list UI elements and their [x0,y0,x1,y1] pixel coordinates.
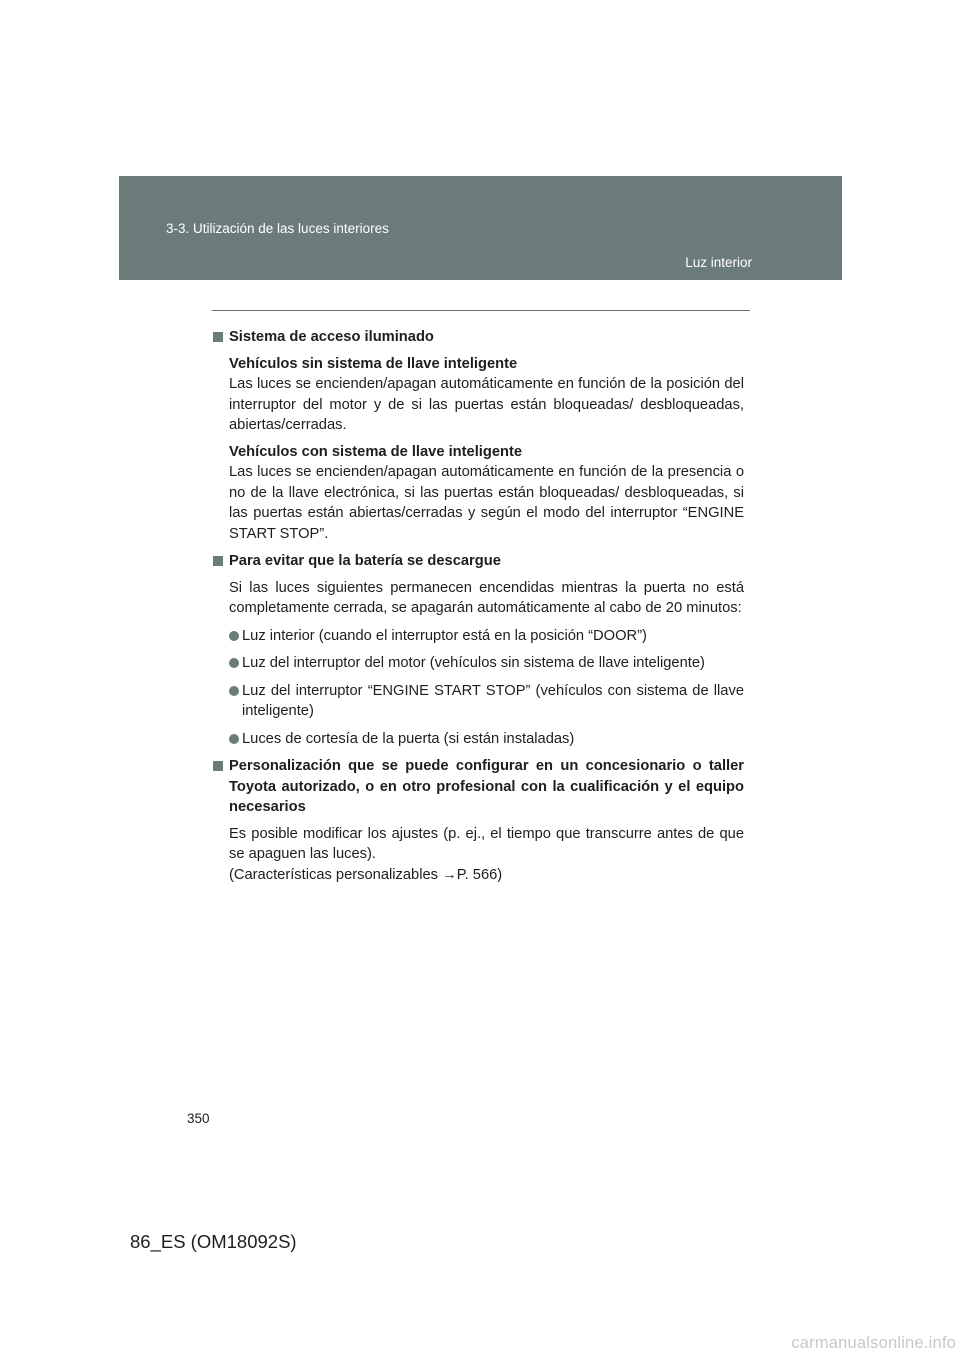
square-bullet-icon [213,556,223,566]
section-title: 3-3. Utilización de las luces interiores [166,221,389,236]
list-item-text: Luz del interruptor “ENGINE START STOP” (vehículos con sistema de llave inteligente) [242,682,744,719]
list-item [229,729,744,750]
page-reference: (Características personalizables →P. 566) [229,866,503,883]
header-divider [212,310,750,311]
watermark: carmanualsonline.info [791,1334,956,1352]
subsection-text: Las luces se encienden/apagan automáticamente en función de la presencia o no de la llave electrónica, si las puertas están bloqueadas/ desbloqueadas, si las puertas están abiertas/cerradas y según el modo del interruptor “ENGINE START STOP”. [229,464,744,542]
subsection-without-smart-key [229,354,744,436]
list-item-text: Luz interior (cuando el interruptor está en la posición “DOOR”) [242,627,647,644]
subsection-text: Las luces se encienden/apagan automáticamente en función de la posición del interruptor del motor y de si las puertas están bloqueadas/ desbloqueadas, abiertas/cerradas. [229,376,744,433]
topic-intro: Si las luces siguientes permanecen encendidas mientras la puerta no está completamente cerrada, se apagarán automáticamente al cabo de 20 minutos: [229,579,744,616]
list-item [229,681,744,722]
topic-intro: Es posible modificar los ajustes (p. ej., el tiempo que transcurre antes de que se apaguen las luces). [229,825,744,862]
subsection-with-smart-key [229,442,744,545]
topic-illuminated-entry [212,327,744,544]
topic-battery-saver [212,551,744,749]
topic-heading: Sistema de acceso iluminado [229,329,434,345]
chapter-title: Luz interior [685,255,752,270]
subsection-heading: Vehículos sin sistema de llave inteligente [229,355,518,372]
list-item [229,626,744,647]
round-bullet-icon [229,631,239,641]
round-bullet-icon [229,734,239,744]
list-item [229,653,744,674]
list-item-text: Luz del interruptor del motor (vehículos sin sistema de llave inteligente) [242,655,705,671]
round-bullet-icon [229,686,239,696]
page-header-band [119,176,842,280]
square-bullet-icon [213,332,223,342]
square-bullet-icon [213,761,223,771]
round-bullet-icon [229,658,239,668]
topic-heading: Para evitar que la batería se descargue [229,553,501,569]
list-item-text: Luces de cortesía de la puerta (si están instaladas) [242,730,575,747]
topic-customization [212,756,744,885]
document-id: 86_ES (OM18092S) [130,1231,297,1252]
page-content [212,327,744,885]
topic-heading: Personalización que se puede configurar en un concesionario o taller Toyota autorizado, o en otro profesional con la cualificación y el equipo necesarios [229,758,744,815]
subsection-heading: Vehículos con sistema de llave inteligente [229,443,523,460]
page-number: 350 [187,1111,210,1126]
